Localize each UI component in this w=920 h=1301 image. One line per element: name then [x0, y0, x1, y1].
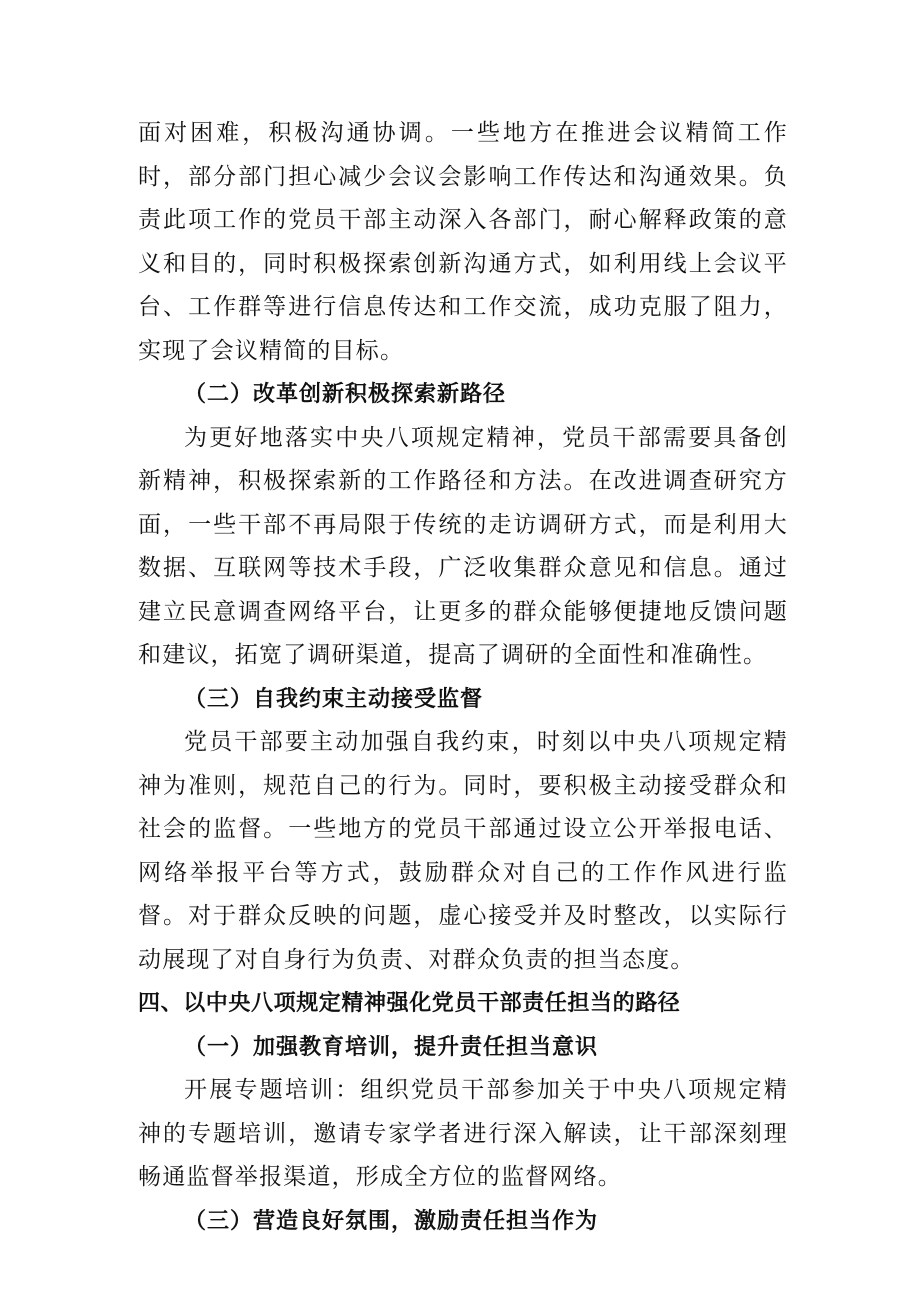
- heading-self-discipline: （三）自我约束主动接受监督: [184, 686, 484, 712]
- document-body: [138, 112, 788, 1243]
- heading-reform-innovation: （二）改革创新积极探索新路径: [184, 382, 507, 407]
- paragraph-reform-innovation: 为更好地落实中央八项规定精神，党员干部需要具备创新精神，积极探索新的工作路径和方法。在改进调查研究方面，一些干部不再局限于传统的走访调研方式，而是利用大数据、互联网等技术手段，广泛收集群众意见和信息。通过建立民意调查网络平台，让更多的群众能够便捷地反馈问题和建议，拓宽了调研渠道，提高了调研的全面性和准确性。: [138, 424, 788, 668]
- heading-good-atmosphere: （三）营造良好氛围，激励责任担当作为: [184, 1208, 599, 1234]
- paragraph-self-discipline: 党员干部要主动加强自我约束，时刻以中央八项规定精神为准则，规范自己的行为。同时，要积极主动接受群众和社会的监督。一些地方的党员干部通过设立公开举报电话、网络举报平台等方式，鼓励群众对自己的工作作风进行监督。对于群众反映的问题，虚心接受并及时整改，以实际行动展现了对自身行为负责、对群众负责的担当态度。: [138, 729, 788, 973]
- paragraph-overcome-difficulties: 面对困难，积极沟通协调。一些地方在推进会议精简工作时，部分部门担心减少会议会影响工作传达和沟通效果。负责此项工作的党员干部主动深入各部门，耐心解释政策的意义和目的，同时积极探索创新沟通方式，如利用线上会议平台、工作群等进行信息传达和工作交流，成功克服了阻力，实现了会议精简的目标。: [138, 120, 788, 364]
- section-heading-paths: 四、以中央八项规定精神强化党员干部责任担当的路径: [138, 991, 681, 1016]
- paragraph-special-training: 开展专题培训：组织党员干部参加关于中央八项规定精神的专题培训，邀请专家学者进行深入解读，让干部深刻理畅通监督举报渠道，形成全方位的监督网络。: [138, 1077, 788, 1190]
- heading-education-training: （一）加强教育培训，提升责任担当意识: [184, 1034, 599, 1060]
